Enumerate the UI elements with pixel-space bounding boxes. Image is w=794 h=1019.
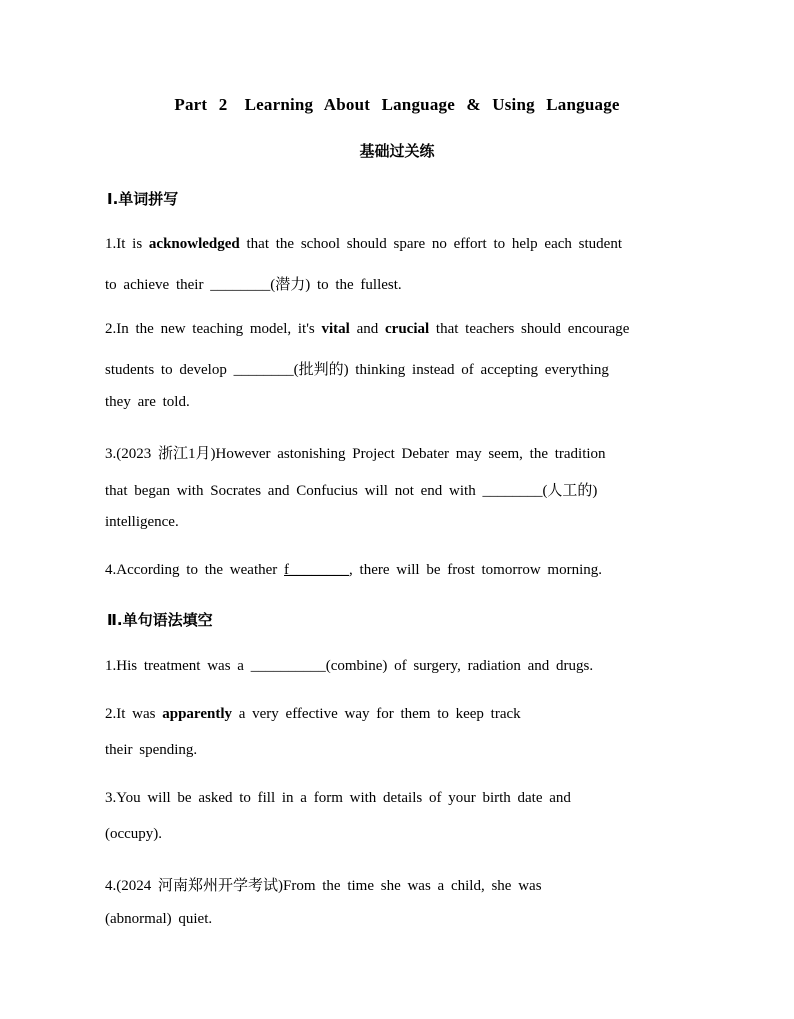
page-title: Part 2 Learning About Language & Using Language (174, 95, 620, 114)
question-line: they are told. (105, 394, 190, 410)
section-heading-spelling: Ⅰ.单词拼写 (107, 190, 179, 208)
question-line: 2.It was apparently a very effective way for them to keep track (105, 706, 521, 722)
question-line: 3.(2023 浙江1月)However astonishing Project Debater may seem, the tradition (105, 446, 606, 462)
question-line: 1.His treatment was a __________(combine) of surgery, radiation and drugs. (105, 658, 594, 674)
question-line: 2.In the new teaching model, it's vital and crucial that teachers should encourage (105, 321, 630, 337)
question-line: 4.(2024 河南郑州开学考试)From the time she was a child, she was (105, 878, 542, 894)
question-line: (occupy). (105, 826, 163, 842)
question-line: 3.You will be asked to fill in a form with details of your birth date and (105, 790, 571, 806)
question-line: 4.According to the weather f________, there will be frost tomorrow morning. (105, 562, 602, 578)
question-line: their spending. (105, 742, 198, 758)
question-line: that began with Socrates and Confucius will not end with ________(人工的) (105, 483, 598, 499)
question-line: 1.It is acknowledged that the school should spare no effort to help each student (105, 236, 622, 252)
question-line: to achieve their ________(潜力) to the fullest. (105, 277, 402, 293)
question-line: intelligence. (105, 514, 179, 530)
section-heading-grammar: Ⅱ.单句语法填空 (107, 611, 213, 629)
page-subtitle: 基础过关练 (359, 142, 435, 160)
question-line: (abnormal) quiet. (105, 911, 213, 927)
answer-blank: f________ (284, 562, 350, 578)
question-line: students to develop ________(批判的) thinking instead of accepting everything (105, 362, 609, 378)
